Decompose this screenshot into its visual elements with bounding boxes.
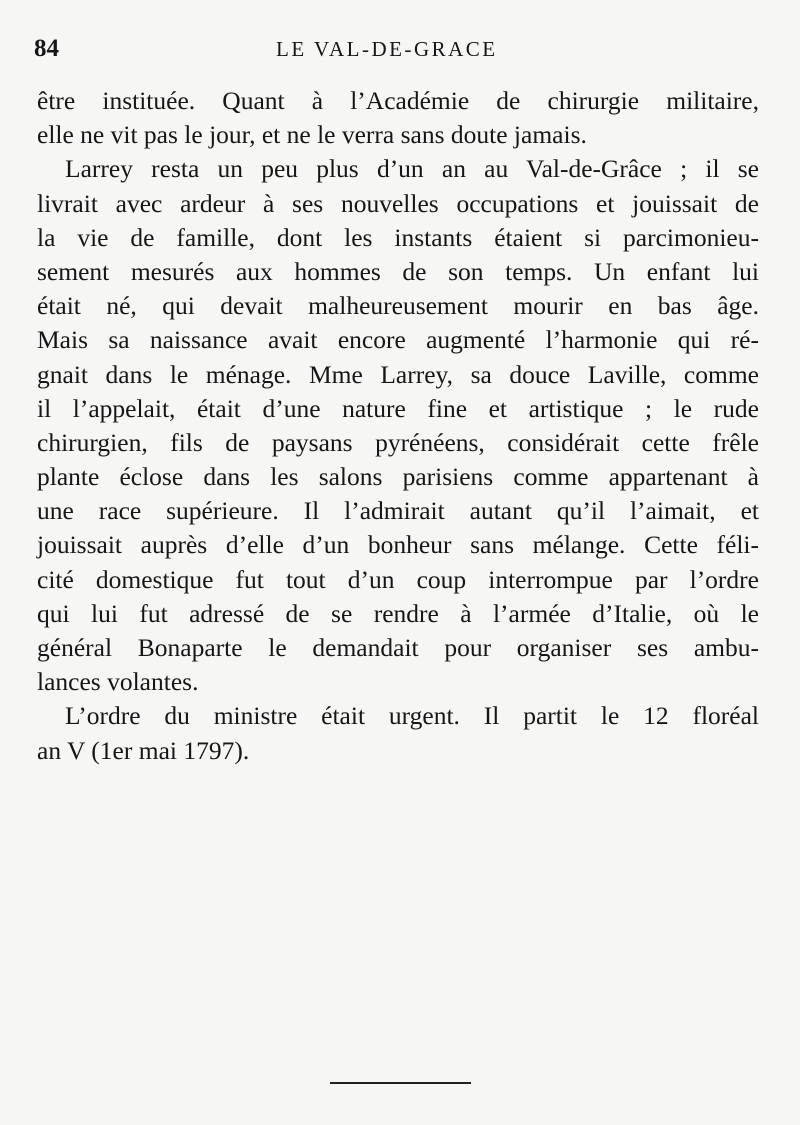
- text-line: plante éclose dans les salons parisiens comme appartenant à: [37, 462, 759, 492]
- text-line: gnait dans le ménage. Mme Larrey, sa douce Laville, comme: [37, 359, 759, 389]
- text-line: Mais sa naissance avait encore augmenté l’harmonie qui ré-: [37, 325, 759, 355]
- text-line: jouissait auprès d’elle d’un bonheur sans mélange. Cette féli-: [37, 530, 759, 560]
- text-line: une race supérieure. Il l’admirait autant qu’il l’aimait, et: [37, 496, 759, 526]
- text-line: livrait avec ardeur à ses nouvelles occupations et jouissait de: [37, 188, 759, 218]
- text-line: an V (1er mai 1797).: [37, 735, 250, 765]
- text-line: lances volantes.: [37, 667, 199, 697]
- text-line: être instituée. Quant à l’Académie de chirurgie militaire,: [37, 86, 759, 115]
- text-line: Larrey resta un peu plus d’un an au Val-de-Grâce ; il se: [65, 154, 759, 184]
- text-line: était né, qui devait malheureusement mourir en bas âge.: [37, 291, 759, 321]
- running-head: [34, 34, 754, 64]
- body-text: [37, 84, 759, 768]
- text-line: elle ne vit pas le jour, et ne le verra sans doute jamais.: [37, 120, 587, 150]
- running-title: LE VAL-DE-GRACE: [276, 37, 498, 61]
- text-line: qui lui fut adressé de se rendre à l’armée d’Italie, où le: [37, 598, 759, 628]
- page-number: 84: [34, 35, 59, 62]
- text-line: cité domestique fut tout d’un coup interrompue par l’ordre: [37, 564, 759, 594]
- text-line: il l’appelait, était d’une nature fine et artistique ; le rude: [37, 393, 759, 423]
- paragraph-1: [37, 84, 759, 152]
- paragraph-3: [37, 699, 759, 767]
- footer-rule: [330, 1082, 471, 1084]
- text-line: chirurgien, fils de paysans pyrénéens, considérait cette frêle: [37, 427, 759, 457]
- text-line: la vie de famille, dont les instants étaient si parcimonieu-: [37, 222, 759, 252]
- text-line: sement mesurés aux hommes de son temps. Un enfant lui: [37, 256, 759, 286]
- text-line: L’ordre du ministre était urgent. Il partit le 12 floréal: [65, 701, 759, 731]
- text-line: général Bonaparte le demandait pour organiser ses ambu-: [37, 633, 759, 662]
- paragraph-2: [37, 152, 759, 699]
